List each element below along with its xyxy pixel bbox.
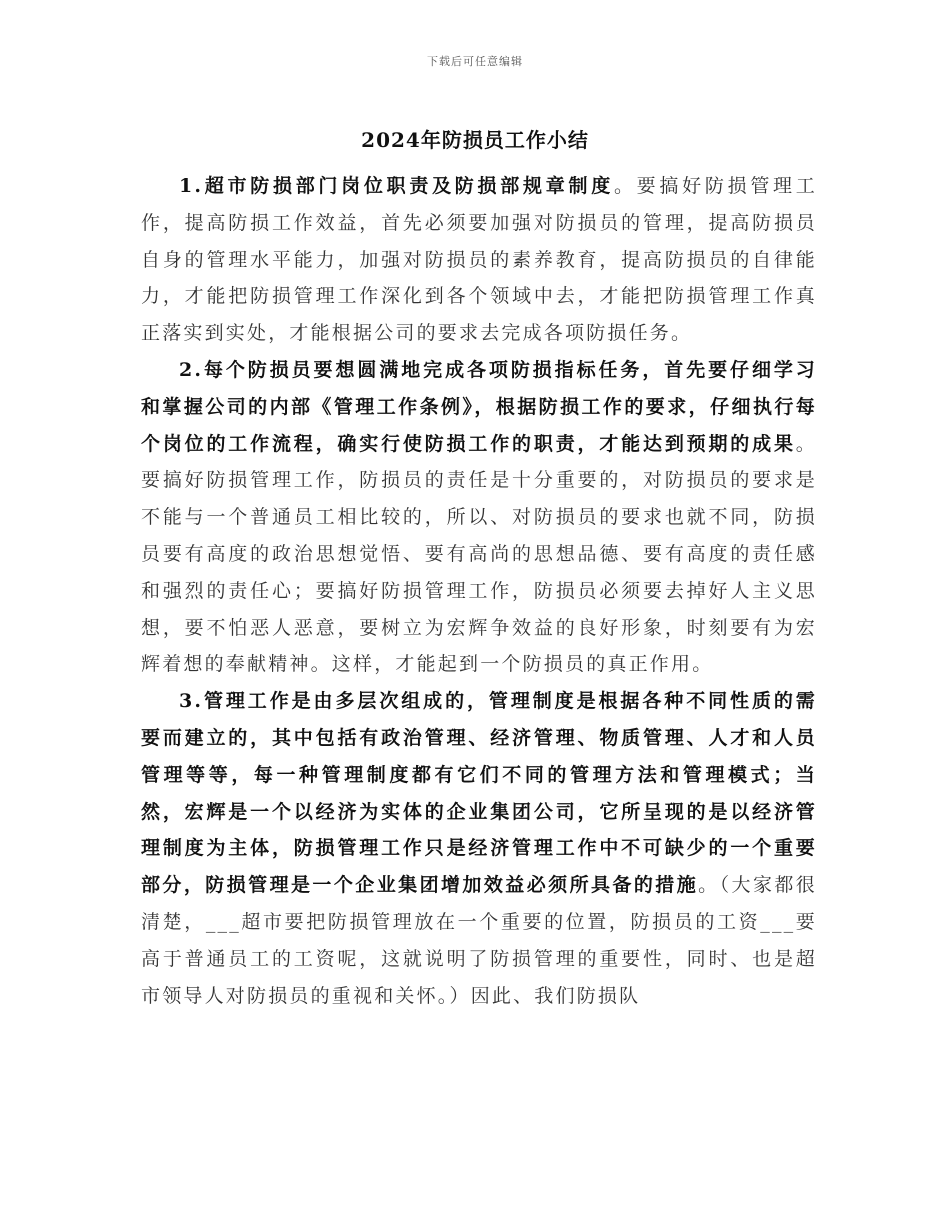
paragraph-1-heading: 1.超市防损部门岗位职责及防损部规章制度 xyxy=(179,175,614,197)
page-header-note: 下载后可任意编辑 xyxy=(427,55,523,68)
paragraph-2-heading: 2.每个防损员要想圆满地完成各项防损指标任务，首先要仔细学习和掌握公司的内部《管理工作条例》，根据防损工作的要求，仔细执行每个岗位的工作流程，确实行使防损工作的职责，才能达到预期的成果 xyxy=(141,358,817,455)
paragraph-3-heading: 3.管理工作是由多层次组成的，管理制度是根据各种不同性质的需要而建立的，其中包括有政治管理、经济管理、物质管理、人才和人员管理等等，每一种管理制度都有它们不同的管理方法和管理模式；当然，宏辉是一个以经济为实体的企业集团公司，它所呈现的是以经济管理制度为主体，防损管理工作只是经济管理工作中不可缺少的一个重要部分，防损管理是一个企业集团增加效益必须所具备的措施 xyxy=(141,690,817,897)
paragraph-1-text: 。要搞好防损管理工作，提高防损工作效益，首先必须要加强对防损员的管理，提高防损员自身的管理水平能力，加强对防损员的素养教育，提高防损员的自律能力，才能把防损管理工作深化到各个领域中去，才能把防损管理工作真正落实到实处，才能根据公司的要求去完成各项防损任务。 xyxy=(141,175,817,345)
paragraph-2-text: 。要搞好防损管理工作，防损员的责任是十分重要的，对防损员的要求是不能与一个普通员工相比较的，所以、对防损员的要求也就不同，防损员要有高度的政治思想觉悟、要有高尚的思想品德、要有高度的责任感和强烈的责任心；要搞好防损管理工作，防损员必须要去掉好人主义思想，要不怕恶人恶意，要树立为宏辉争效益的良好形象，时刻要有为宏辉着想的奉献精神。这样，才能起到一个防损员的真正作用。 xyxy=(141,432,817,676)
document-title: 2024年防损员工作小结 xyxy=(361,128,589,152)
paragraph-3-text: 。（大家都很清楚，___超市要把防损管理放在一个重要的位置，防损员的工资___要高于普通员工的工资呢，这就说明了防损管理的重要性，同时、也是超市领导人对防损员的重视和关怀。）因此、我们防损队 xyxy=(141,874,818,1007)
paragraph-1 xyxy=(141,168,817,352)
paragraph-3 xyxy=(141,683,817,1014)
document-body xyxy=(141,168,817,1014)
paragraph-2 xyxy=(141,352,817,683)
